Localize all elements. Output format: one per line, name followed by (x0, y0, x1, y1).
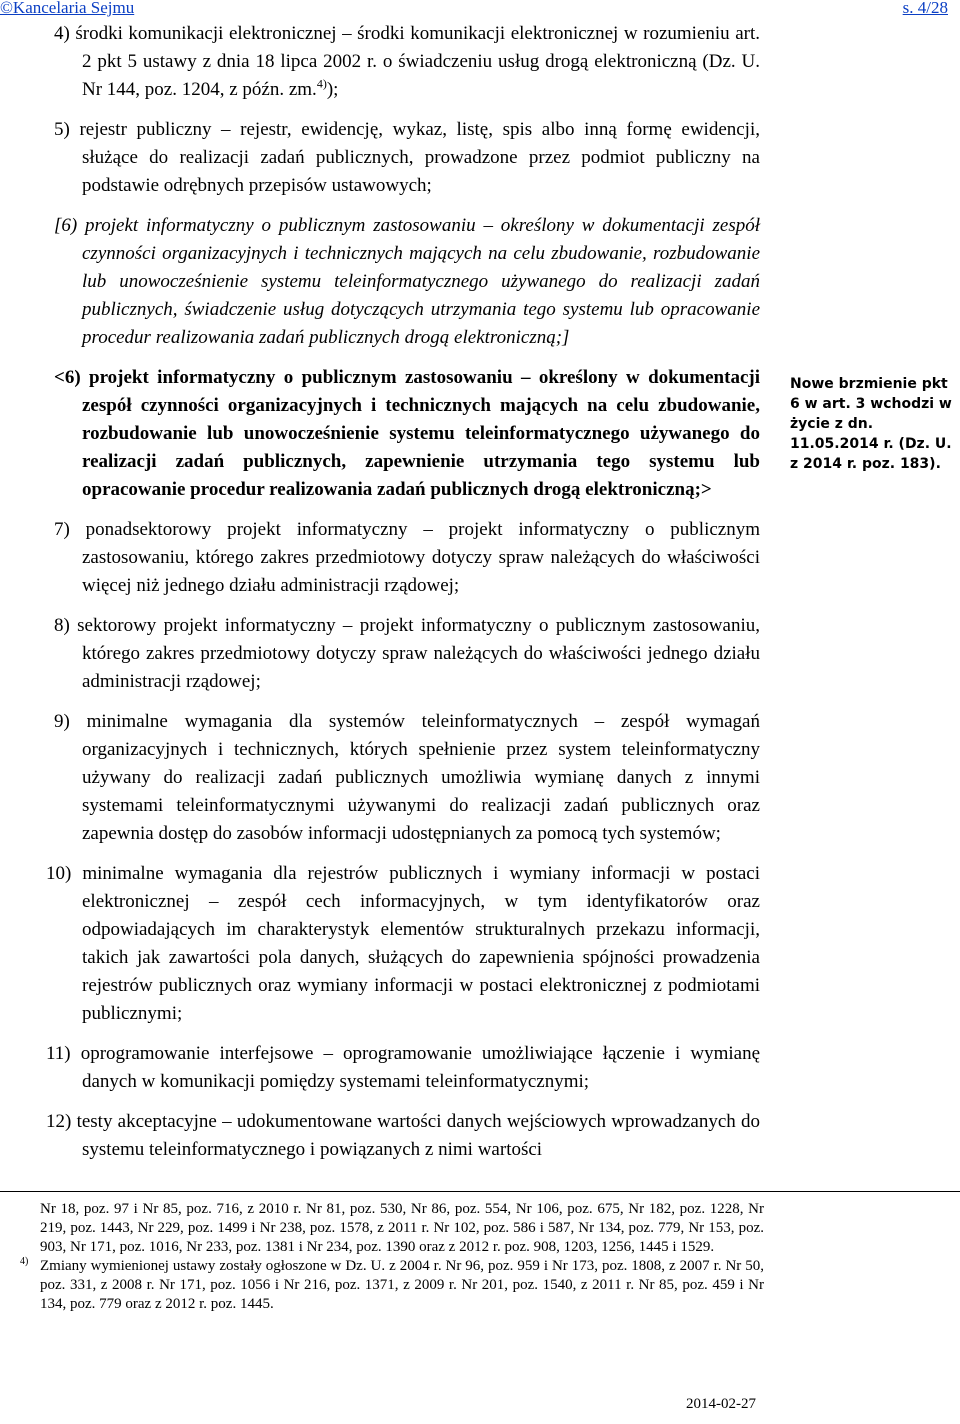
item-4 (54, 20, 760, 104)
item-6-old: [6) projekt informatyczny o publicznym zastosowaniu – określony w dokumentacji zespół czynności organizacyjnych i technicznych mających na celu zbudowanie, rozbudowanie lub unowocześnienie systemu teleinformatycznego używanego do realizacji zadań publicznych, świadczenie usług dotyczących utrzymania tego systemu lub opracowanie procedur realizowania zadań publicznych drogą elektroniczną;] (54, 215, 760, 348)
item-11: 11) oprogramowanie interfejsowe – oprogramowanie umożliwiające łączenie i wymianę danych w komunikacji pomiędzy systemami teleinformatycznymi; (46, 1043, 760, 1092)
footnote-4 (22, 1257, 764, 1314)
item-8: 8) sektorowy projekt informatyczny – projekt informatyczny o publicznym zastosowaniu, którego zakres przedmiotowy dotyczy spraw należących do właściwości jednego działu administracji rządowej; (54, 615, 760, 692)
footnote-divider (0, 1191, 960, 1192)
amendment-sidenote: Nowe brzmienie pkt 6 w art. 3 wchodzi w życie z dn. 11.05.2014 r. (Dz. U. z 2014 r. poz. 183). (790, 376, 952, 472)
footnote-4-mark: 4) (20, 1256, 29, 1267)
item-12: 12) testy akceptacyjne – udokumentowane wartości danych wejściowych wprowadzanych do systemu teleinformatycznego i powiązanych z nimi wartości (46, 1111, 760, 1160)
footnote-ref-4[interactable]: 4) (316, 76, 327, 91)
footnote-continuation: Nr 18, poz. 97 i Nr 85, poz. 716, z 2010 r. Nr 81, poz. 530, Nr 86, poz. 554, Nr 106, poz. 675, Nr 182, poz. 1228, Nr 219, poz. 1443, Nr 229, poz. 1499 i Nr 238, poz. 1578, z 2011 r. Nr 102, poz. 586 i 587, Nr 134, poz. 779, Nr 153, poz. 903, Nr 171, poz. 1016, Nr 233, poz. 1381 i Nr 234, poz. 1390 oraz z 2012 r. poz. 908, 1203, 1256, 1445 i 1529. (40, 1201, 764, 1255)
item-4-tail: ); (326, 79, 339, 100)
document-date: 2014-02-27 (686, 1396, 756, 1412)
footnotes (22, 1200, 764, 1314)
item-9: 9) minimalne wymagania dla systemów teleinformatycznych – zespół wymagań organizacyjnych i technicznych, których spełnienie przez system teleinformatyczny używany do realizacji zadań publicznych umożliwia wymianę danych z innymi systemami teleinformatycznymi używanymi do realizacji zadań publicznych oraz zapewnia dostęp do zasobów informacji udostępnianych za pomocą tych systemów; (54, 711, 760, 844)
item-10: 10) minimalne wymagania dla rejestrów publicznych i wymiany informacji w postaci elektronicznej – zespół cech informacyjnych, w tym identyfikatorów oraz odpowiadających im charakterystyk elementów strukturalnych przekazu informacji, takich jak zawartości pola danych, służących do zapewnienia spójności prowadzenia rejestrów publicznych oraz wymiany informacji w postaci elektronicznej z podmiotami publicznymi; (46, 863, 760, 1024)
footnote-4-text: Zmiany wymienionej ustawy zostały ogłoszone w Dz. U. z 2004 r. Nr 96, poz. 959 i Nr 173, poz. 1808, z 2007 r. Nr 50, poz. 331, z 2008 r. Nr 171, poz. 1056 i Nr 216, poz. 1371, z 2009 r. Nr 201, poz. 1540, z 2011 r. Nr 85, poz. 459 i Nr 134, poz. 779 oraz z 2012 r. poz. 1445. (40, 1258, 764, 1312)
item-5: 5) rejestr publiczny – rejestr, ewidencję, wykaz, listę, spis albo inną formę ewidencji, służące do realizacji zadań publicznych, prowadzone przez podmiot publiczny na podstawie odrębnych przepisów ustawowych; (54, 119, 760, 196)
item-4-text: 4) środki komunikacji elektronicznej – środki komunikacji elektronicznej w rozumieniu art. 2 pkt 5 ustawy z dnia 18 lipca 2002 r. o świadczeniu usług drogą elektroniczną (Dz. U. Nr 144, poz. 1204, z późn. zm. (54, 23, 760, 100)
item-6-new: <6) projekt informatyczny o publicznym zastosowaniu – określony w dokumentacji zespół czynności organizacyjnych i technicznych mających na celu zbudowanie, rozbudowanie lub unowocześnienie systemu teleinformatycznego używanego do realizacji zadań publicznych, zapewnienie utrzymania tego systemu lub opracowanie procedur realizowania zadań publicznych drogą elektroniczną;> (54, 367, 760, 500)
main-text (46, 20, 760, 1164)
page-number-link[interactable]: s. 4/28 (902, 0, 948, 17)
item-7: 7) ponadsektorowy projekt informatyczny – projekt informatyczny o publicznym zastosowaniu, którego zakres przedmiotowy dotyczy spraw należących do właściwości więcej niż jednego działu administracji rządowej; (54, 519, 760, 596)
source-link[interactable]: ©Kancelaria Sejmu (0, 0, 135, 17)
